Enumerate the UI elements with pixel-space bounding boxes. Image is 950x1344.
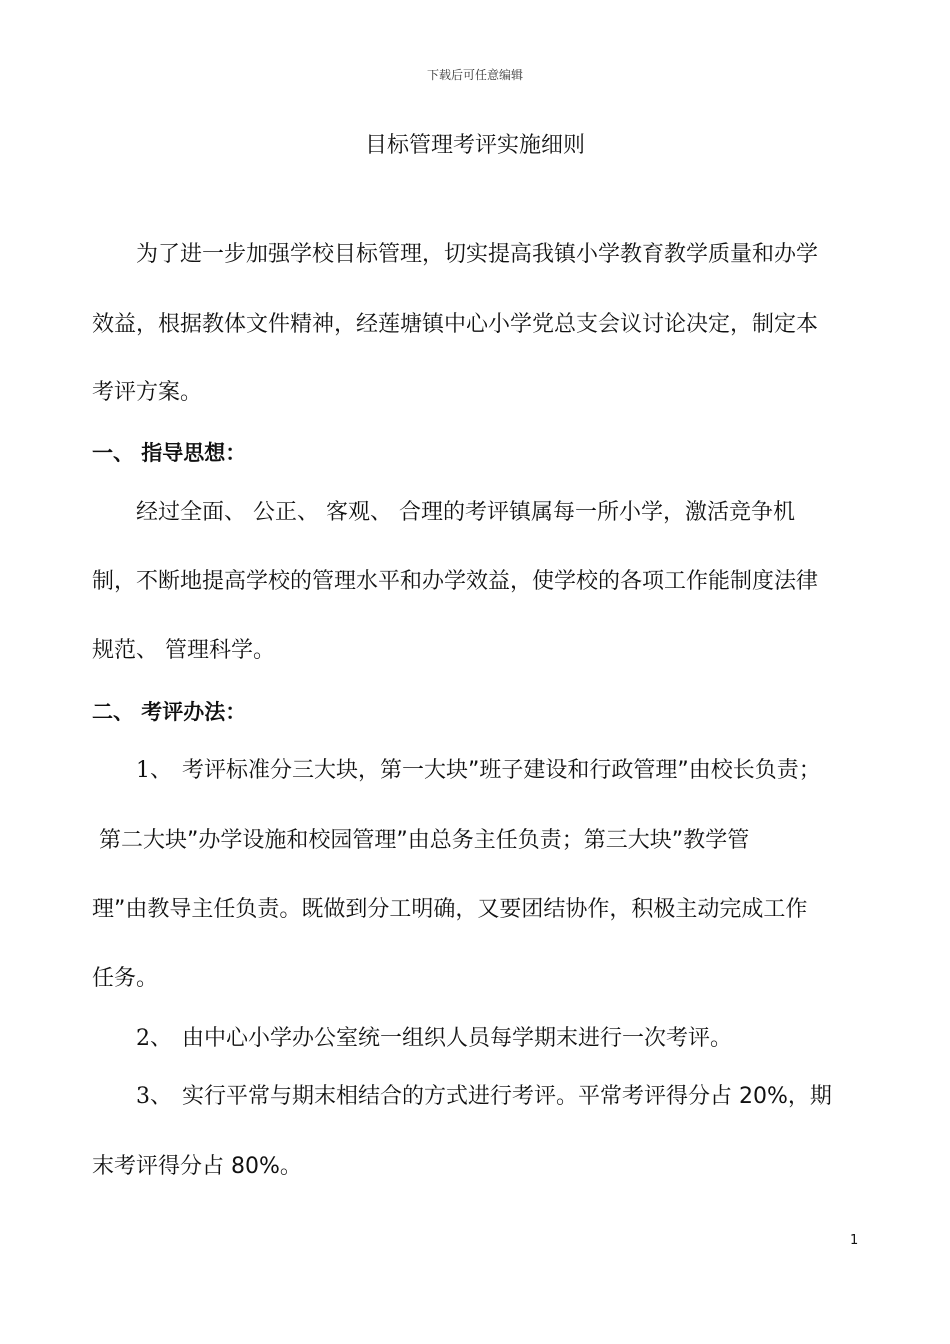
- item-3-line-1: 实行平常与期末相结合的方式进行考评。平常考评得分占 20%，期: [182, 1084, 832, 1109]
- item-1-line-3: 理”由教导主任负责。既做到分工明确，又要团结协作，积极主动完成工作: [92, 897, 808, 922]
- section-1-heading: 一、 指导思想：: [92, 441, 247, 465]
- intro-line-3: 考评方案。: [92, 380, 203, 405]
- item-2-number: 2、: [136, 1026, 172, 1051]
- intro-line-2: 效益，根据教体文件精神，经莲塘镇中心小学党总支会议讨论决定，制定本: [92, 312, 819, 337]
- item-3-line-2: 末考评得分占 80%。: [92, 1154, 302, 1179]
- item-2-text: 由中心小学办公室统一组织人员每学期末进行一次考评。: [182, 1026, 733, 1051]
- page-number: 1: [850, 1233, 859, 1248]
- item-1-number: 1、: [136, 758, 172, 783]
- section-2-heading: 二、 考评办法：: [92, 700, 247, 724]
- section-1-line-2: 制，不断地提高学校的管理水平和办学效益，使学校的各项工作能制度法律: [92, 569, 819, 594]
- document-title: 目标管理考评实施细则: [364, 133, 585, 158]
- section-1-line-3: 规范、 管理科学。: [92, 638, 275, 663]
- download-note: 下载后可任意编辑: [426, 68, 523, 82]
- item-1-line-2: 第二大块”办学设施和校园管理”由总务主任负责；第三大块”教学管: [92, 828, 750, 853]
- item-1-line-1: 考评标准分三大块，第一大块”班子建设和行政管理”由校长负责；: [182, 758, 821, 783]
- intro-line-1: 为了进一步加强学校目标管理，切实提高我镇小学教育教学质量和办学: [136, 242, 819, 267]
- item-1-line-4: 任务。: [92, 966, 159, 991]
- section-1-line-1: 经过全面、 公正、 客观、 合理的考评镇属每一所小学，激活竞争机: [136, 500, 795, 525]
- item-3-number: 3、: [136, 1084, 172, 1109]
